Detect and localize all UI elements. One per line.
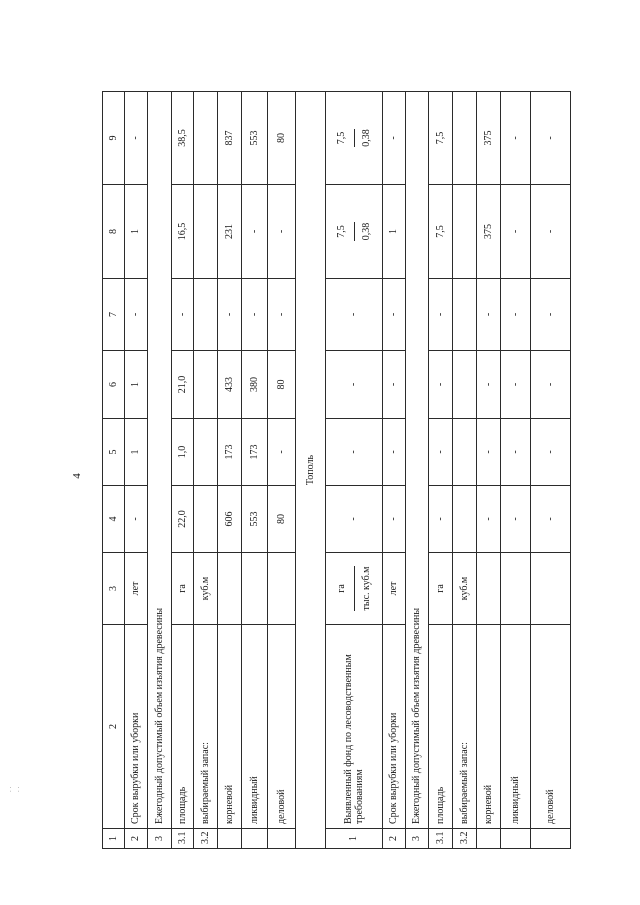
value-cell: - [429, 419, 453, 486]
value-cell: - [531, 92, 571, 185]
value-cell: - [477, 279, 501, 351]
page-number: 4 [71, 473, 83, 479]
empty-cell [194, 92, 218, 185]
value-cell: - [383, 419, 406, 486]
row-label: площадь [172, 625, 194, 829]
value-cell: - [326, 486, 383, 553]
unit-cell: куб.м [194, 553, 218, 625]
value-cell: - [501, 351, 531, 419]
value-cell: - [242, 279, 268, 351]
value-bottom: 0,38 [360, 129, 372, 147]
row-label: Срок вырубки или уборки [125, 625, 148, 829]
value-cell: 22,0 [172, 486, 194, 553]
table-row [531, 92, 571, 849]
empty-cell [194, 486, 218, 553]
value-cell: - [531, 279, 571, 351]
empty-cell [453, 486, 477, 553]
section-title: Тополь [296, 92, 326, 849]
row-label: корневой [477, 625, 501, 829]
value-cell: - [429, 279, 453, 351]
header-cell: 4 [103, 486, 125, 553]
value-cell: 80 [268, 486, 296, 553]
header-cell: 2 [103, 625, 125, 829]
empty-cell [531, 553, 571, 625]
empty-cell [531, 829, 571, 849]
value-top: 7,5 [336, 129, 355, 148]
row-label: площадь [429, 625, 453, 829]
header-cell: 9 [103, 92, 125, 185]
table-row [477, 92, 501, 849]
row-number: 3.2 [194, 829, 218, 849]
value-cell: 1 [383, 185, 406, 279]
empty-cell [453, 419, 477, 486]
unit-cell: га [429, 553, 453, 625]
empty-cell [194, 351, 218, 419]
value-cell: - [326, 419, 383, 486]
empty-cell [501, 829, 531, 849]
value-cell: - [268, 185, 296, 279]
value-cell: 80 [268, 351, 296, 419]
row-label: Срок вырубки или уборки [383, 625, 406, 829]
value-cell: 375 [477, 92, 501, 185]
value-cell [326, 185, 383, 279]
table-row [326, 92, 383, 849]
value-cell: 380 [242, 351, 268, 419]
row-label: корневой [218, 625, 242, 829]
unit-cell: лет [125, 553, 148, 625]
table-row [148, 92, 172, 849]
value-cell: - [501, 486, 531, 553]
header-cell: 1 [103, 829, 125, 849]
value-cell: - [125, 92, 148, 185]
unit-top: га [336, 566, 355, 610]
value-cell: 606 [218, 486, 242, 553]
value-cell: 21,0 [172, 351, 194, 419]
row-number: 2 [383, 829, 406, 849]
row-label: деловой [531, 625, 571, 829]
header-cell: 5 [103, 419, 125, 486]
value-cell: - [125, 486, 148, 553]
value-cell: - [268, 419, 296, 486]
empty-cell [268, 829, 296, 849]
row-number: 1 [326, 829, 383, 849]
table-row [125, 92, 148, 849]
value-cell: 173 [218, 419, 242, 486]
empty-cell [477, 553, 501, 625]
section-row [296, 92, 326, 849]
row-number: 3.1 [172, 829, 194, 849]
value-cell: - [531, 351, 571, 419]
table-row [268, 92, 296, 849]
empty-cell [242, 553, 268, 625]
table-row [172, 92, 194, 849]
value-cell: - [429, 351, 453, 419]
value-cell: 1 [125, 351, 148, 419]
table-row [383, 92, 406, 849]
empty-cell [194, 419, 218, 486]
value-cell: 1,0 [172, 419, 194, 486]
value-cell: - [501, 92, 531, 185]
value-cell: - [326, 279, 383, 351]
table-row [242, 92, 268, 849]
value-fraction [336, 222, 372, 241]
unit-fraction [336, 566, 372, 610]
row-number: 3 [406, 829, 429, 849]
empty-cell [194, 279, 218, 351]
table-row [453, 92, 477, 849]
scan-marks: . . . . [5, 786, 21, 792]
value-cell: - [501, 279, 531, 351]
value-cell: - [531, 185, 571, 279]
header-cell: 6 [103, 351, 125, 419]
value-cell: - [477, 351, 501, 419]
value-cell: - [383, 486, 406, 553]
value-cell: 7,5 [429, 185, 453, 279]
row-number: 3.1 [429, 829, 453, 849]
table-row [194, 92, 218, 849]
empty-cell [453, 351, 477, 419]
empty-cell [218, 553, 242, 625]
table-row [429, 92, 453, 849]
row-label: ликвидный [501, 625, 531, 829]
value-cell: 553 [242, 486, 268, 553]
value-cell: - [531, 486, 571, 553]
table-row [406, 92, 429, 849]
forest-harvest-table [102, 91, 571, 849]
value-cell: 1 [125, 185, 148, 279]
value-cell: 553 [242, 92, 268, 185]
rotated-table-container [102, 92, 626, 849]
row-label: выбираемый запас: [194, 625, 218, 829]
empty-cell [268, 553, 296, 625]
header-cell: 3 [103, 553, 125, 625]
row-label: Выявленный фонд по лесоводственным требованиям [326, 625, 383, 829]
table-row [501, 92, 531, 849]
row-label: Ежегодный допустимый объем изъятия древесины [406, 92, 429, 829]
header-row [103, 92, 125, 849]
value-cell: - [125, 279, 148, 351]
value-cell: 231 [218, 185, 242, 279]
value-cell: - [326, 351, 383, 419]
value-cell: - [268, 279, 296, 351]
value-cell [326, 92, 383, 185]
value-cell: - [501, 185, 531, 279]
empty-cell [453, 92, 477, 185]
empty-cell [453, 279, 477, 351]
empty-cell [501, 553, 531, 625]
value-cell: - [477, 486, 501, 553]
empty-cell [242, 829, 268, 849]
value-cell: - [429, 486, 453, 553]
value-cell: - [501, 419, 531, 486]
value-fraction [336, 129, 372, 148]
value-cell: 80 [268, 92, 296, 185]
value-cell: - [383, 279, 406, 351]
value-cell: 837 [218, 92, 242, 185]
value-cell: 375 [477, 185, 501, 279]
unit-bottom: тыс. куб.м [360, 566, 372, 611]
row-label: выбираемый запас: [453, 625, 477, 829]
value-cell: - [242, 185, 268, 279]
value-cell: - [172, 279, 194, 351]
value-cell: - [477, 419, 501, 486]
empty-cell [453, 185, 477, 279]
value-bottom: 0,38 [360, 222, 372, 241]
value-top: 7,5 [336, 222, 355, 241]
empty-cell [477, 829, 501, 849]
value-cell: 16,5 [172, 185, 194, 279]
row-label: Ежегодный допустимый объем изъятия древесины [148, 92, 172, 829]
unit-cell: куб.м [453, 553, 477, 625]
value-cell: 173 [242, 419, 268, 486]
unit-cell: лет [383, 553, 406, 625]
value-cell: - [531, 419, 571, 486]
value-cell: - [218, 279, 242, 351]
value-cell: 38,5 [172, 92, 194, 185]
value-cell: 433 [218, 351, 242, 419]
row-label: деловой [268, 625, 296, 829]
table-row [218, 92, 242, 849]
header-cell: 7 [103, 279, 125, 351]
row-number: 3.2 [453, 829, 477, 849]
row-number: 3 [148, 829, 172, 849]
row-number: 2 [125, 829, 148, 849]
header-cell: 8 [103, 185, 125, 279]
value-cell: 1 [125, 419, 148, 486]
unit-cell: га [172, 553, 194, 625]
empty-cell [218, 829, 242, 849]
row-label: ликвидный [242, 625, 268, 829]
empty-cell [194, 185, 218, 279]
unit-cell [326, 553, 383, 625]
value-cell: - [383, 92, 406, 185]
value-cell: 7,5 [429, 92, 453, 185]
value-cell: - [383, 351, 406, 419]
